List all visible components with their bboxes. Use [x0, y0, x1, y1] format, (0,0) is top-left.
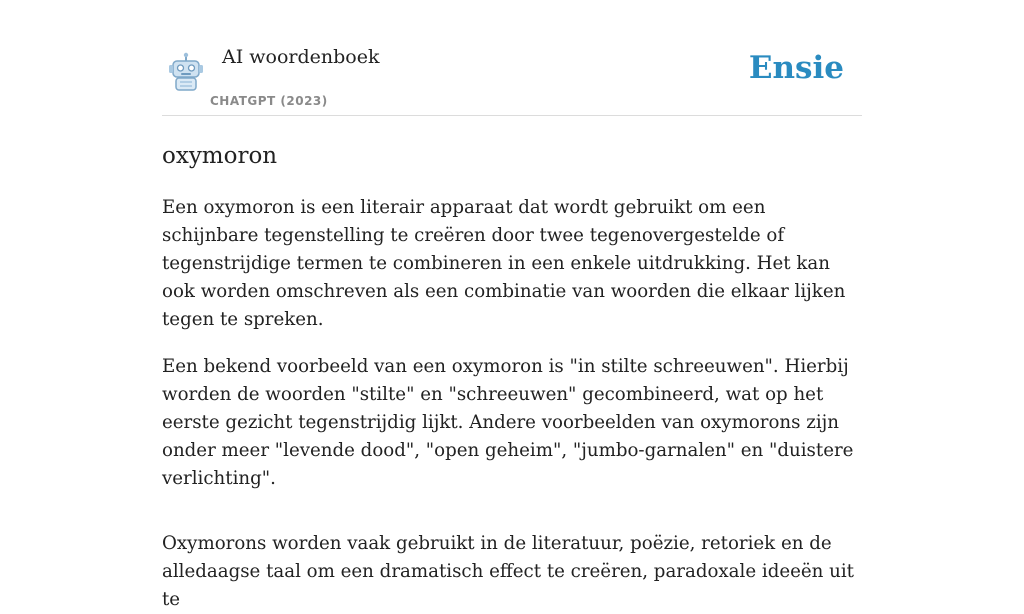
source-title[interactable]: AI woordenboek: [222, 46, 380, 68]
source-subtitle: CHATGPT (2023): [210, 94, 328, 108]
definition-paragraph: Oxymorons worden vaak gebruikt in de literatuur, poëzie, retoriek en de alledaagse taal om een dramatisch effect te creëren, paradoxale ideeën uit te: [162, 533, 854, 610]
entry-term: oxymoron: [162, 143, 278, 169]
definition-paragraph: Een bekend voorbeeld van een oxymoron is "in stilte schreeuwen". Hierbij worden de woorden "stilte" en "schreeuwen" gecombineerd, wat op het eerste gezicht tegenstrijdig lijkt. Andere voorbeelden van oxymorons zijn onder meer "levende dood", "open geheim", "jumbo-garnalen" en "duistere verlichting".: [162, 356, 854, 489]
entry-content: [162, 194, 862, 614]
robot-icon: [166, 52, 206, 92]
definition-paragraph: Een oxymoron is een literair apparaat dat wordt gebruikt om een schijnbare tegenstelling te creëren door twee tegenovergestelde of tegenstrijdige termen te combineren in een enkele uitdrukking. Het kan ook worden omschreven als een combinatie van woorden die elkaar lijken tegen te spreken.: [162, 197, 846, 330]
ensie-logo[interactable]: Ensie: [748, 50, 844, 86]
page: [162, 0, 862, 614]
entry-header: [162, 0, 862, 116]
